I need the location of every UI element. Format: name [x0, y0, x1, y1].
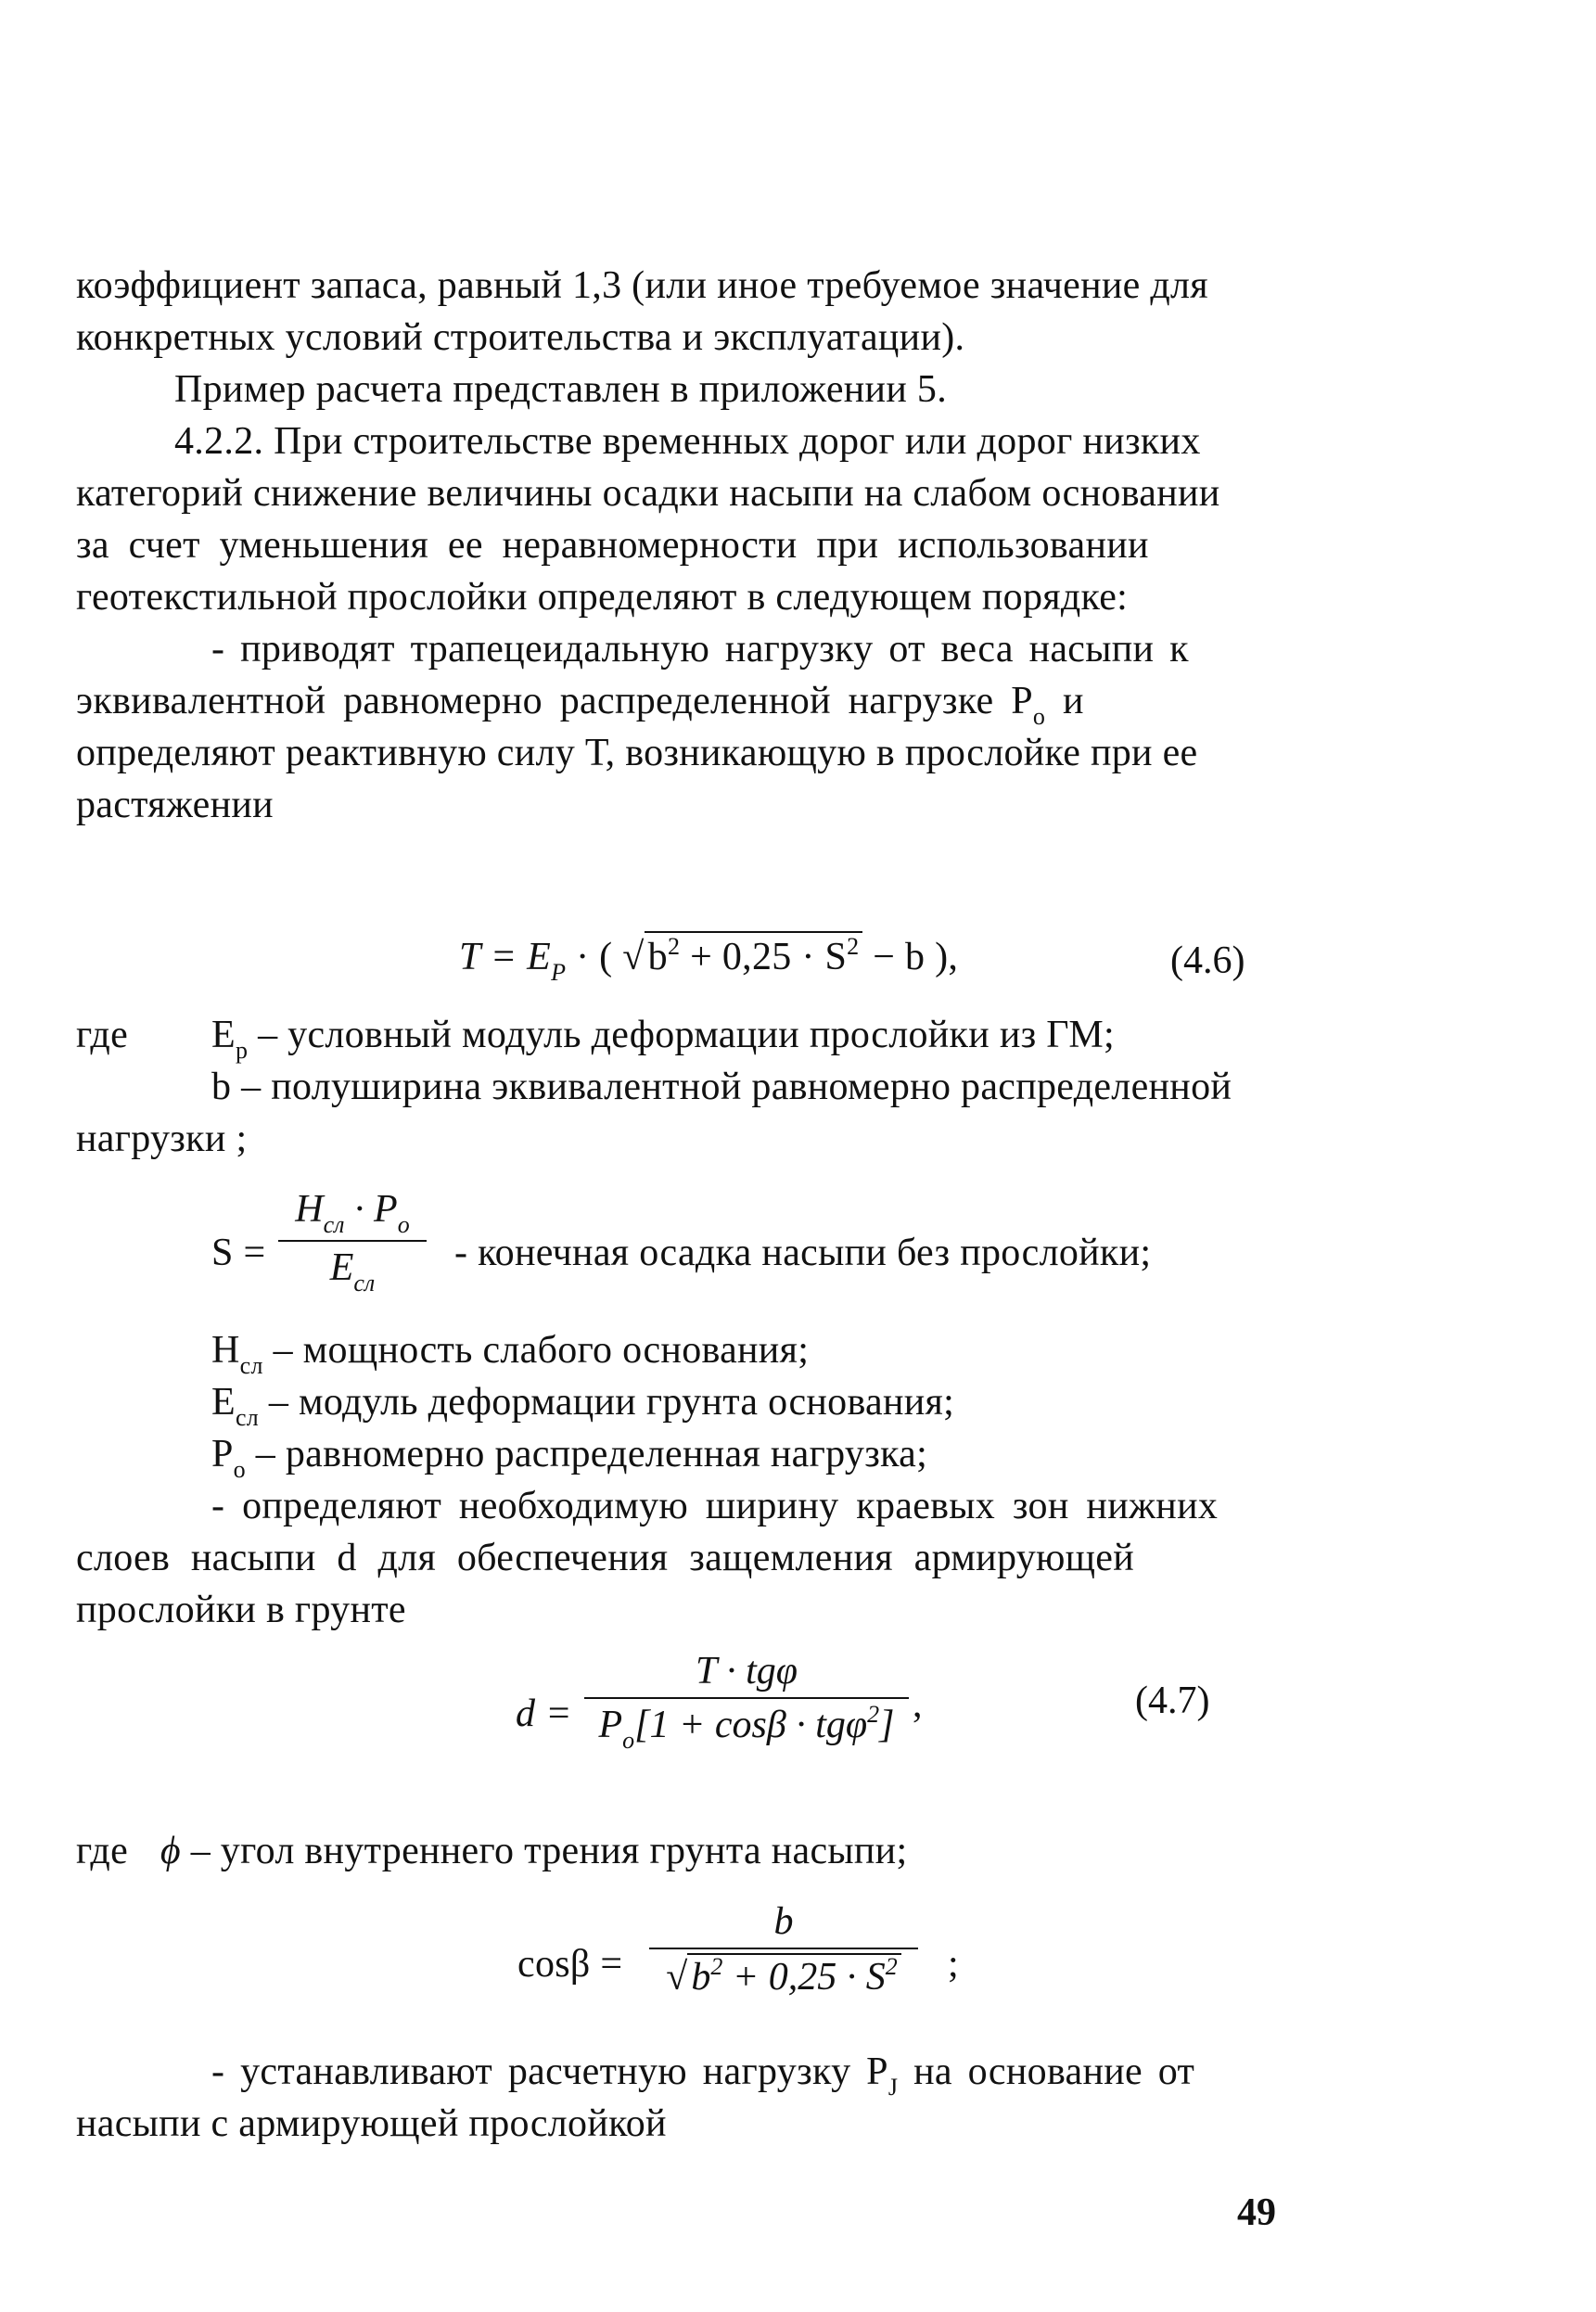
- symbol: P: [598, 1704, 623, 1746]
- eq-text: d =: [516, 1692, 572, 1735]
- cos-fraction: [649, 1899, 918, 2004]
- text-content: за счет уменьшения ее неравномерности при использовании: [76, 524, 1149, 567]
- text-line: [76, 1115, 247, 1163]
- eq-text: − b ),: [862, 936, 959, 978]
- superscript: 2: [667, 933, 681, 960]
- text-line: [76, 1534, 1134, 1582]
- text-content: конкретных условий строительства и эксплуатации).: [76, 316, 965, 359]
- symbol: H: [295, 1188, 324, 1231]
- fraction-denominator: [649, 1953, 918, 2004]
- text-line: [76, 2100, 667, 2148]
- sqrt-symbol: √: [622, 936, 645, 978]
- text-content: – условный модуль деформации прослойки из ГМ;: [248, 1014, 1115, 1056]
- text-line: [76, 729, 1197, 777]
- text-content: – угол внутреннего трения грунта насыпи;: [180, 1830, 908, 1872]
- eq-text: ;: [948, 1943, 959, 1986]
- definition-line: [211, 1326, 809, 1379]
- subscript: сл: [239, 1352, 263, 1379]
- fraction-bar: [584, 1697, 909, 1699]
- superscript: 2: [867, 1701, 880, 1728]
- s-description: [454, 1229, 1151, 1277]
- text-line: [76, 1586, 406, 1634]
- s-fraction: [278, 1187, 427, 1295]
- equation-4-6: [459, 931, 958, 986]
- cos-lhs: [517, 1940, 622, 1988]
- text-line: [76, 469, 1220, 517]
- superscript: 2: [847, 933, 860, 960]
- symbol: [1 + cosβ · tgφ: [634, 1704, 868, 1746]
- radicand: [645, 931, 863, 986]
- subscript: o: [397, 1211, 410, 1238]
- superscript: 2: [885, 1953, 898, 1980]
- text-content: определяют реактивную силу Т, возникающую в прослойке при ее: [76, 732, 1198, 774]
- symbol: b: [691, 1956, 711, 1999]
- text-content: эквивалентной равномерно распределенной нагрузке P: [76, 680, 1033, 722]
- text-content: и: [1045, 680, 1084, 722]
- text-content: коэффициент запаса, равный 1,3 (или иное требуемое значение для: [76, 264, 1208, 307]
- definition-line: [211, 1430, 927, 1483]
- eq-text: S =: [211, 1232, 266, 1274]
- text-content: где: [76, 1830, 129, 1872]
- fraction-denominator: [584, 1703, 909, 1752]
- radicand: [687, 1953, 900, 2004]
- text-content: на основание от: [898, 2050, 1195, 2093]
- subscript: p: [235, 1037, 249, 1064]
- symbol: E: [329, 1246, 354, 1289]
- symbol: P: [211, 1433, 234, 1475]
- symbol: ϕ: [160, 1830, 181, 1872]
- text-content: b – полуширина эквивалентной равномерно распределенной: [211, 1066, 1232, 1108]
- step-line: [211, 1482, 1218, 1530]
- text-line: [76, 313, 964, 362]
- text-line: [76, 781, 274, 829]
- eq-text: b: [647, 936, 668, 978]
- fraction-numerator: T · tgφ: [695, 1650, 798, 1692]
- text-content: геотекстильной прослойки определяют в следующем порядке:: [76, 576, 1129, 619]
- section-heading-line: [174, 417, 1280, 466]
- text-content: насыпи с армирующей прослойкой: [76, 2102, 667, 2145]
- definition-line: [211, 1011, 1115, 1064]
- text-content: слоев насыпи d для обеспечения защемления армирующей: [76, 1537, 1135, 1579]
- subscript: сл: [323, 1211, 345, 1238]
- fraction-numerator: [278, 1187, 427, 1236]
- subscript: о: [233, 1456, 246, 1483]
- text-content: прослойки в грунте: [76, 1589, 406, 1631]
- subscript: o: [622, 1727, 635, 1754]
- definition-line: [211, 1063, 1232, 1111]
- text-content: – модуль деформации грунта основания;: [259, 1381, 955, 1424]
- page-number: 49: [1237, 2191, 1276, 2234]
- text-line: [76, 677, 1084, 730]
- definition-line: [211, 1378, 954, 1431]
- superscript: 2: [710, 1953, 723, 1980]
- eq-text: + 0,25 · S: [680, 936, 848, 978]
- text-content: – равномерно распределенная нагрузка;: [245, 1433, 928, 1475]
- fraction-bar: [278, 1240, 427, 1242]
- symbol: ]: [879, 1704, 895, 1746]
- eq-text: cosβ =: [517, 1943, 623, 1986]
- example-reference: [174, 365, 947, 414]
- eq-text: T = E: [459, 936, 552, 978]
- equation-number: (4.6): [1170, 939, 1245, 982]
- text-content: Пример расчета представлен в приложении 5.: [174, 368, 948, 411]
- fraction-numerator: b: [773, 1900, 794, 1943]
- symbol: E: [211, 1014, 236, 1056]
- text-content: 4.2.2. При строительстве временных дорог или дорог низких: [174, 420, 1201, 463]
- fraction-bar: [649, 1948, 918, 1949]
- text-line: [76, 521, 1149, 569]
- where-label: [76, 1011, 128, 1059]
- text-content: растяжении: [76, 784, 274, 826]
- text-content: - конечная осадка насыпи без прослойки;: [454, 1232, 1152, 1274]
- text-line: [76, 262, 1280, 310]
- definition-line: [76, 1827, 907, 1875]
- cos-tail: [948, 1940, 959, 1988]
- symbol: · P: [344, 1188, 398, 1231]
- eq47-tail: [913, 1680, 923, 1729]
- text-content: нагрузки ;: [76, 1118, 248, 1160]
- text-content: категорий снижение величины осадки насыпи на слабом основании: [76, 472, 1220, 515]
- step-line: [211, 625, 1189, 673]
- symbol: E: [211, 1381, 236, 1424]
- eq-text: ,: [913, 1683, 923, 1726]
- text-content: где: [76, 1014, 129, 1056]
- subscript: о: [1032, 703, 1046, 730]
- eq-text: · (: [566, 936, 623, 978]
- text-content: – мощность слабого основания;: [262, 1329, 810, 1372]
- text-content: - приводят трапецеидальную нагрузку от веса насыпи к: [211, 628, 1189, 671]
- symbol: H: [211, 1329, 240, 1372]
- symbol: + 0,25 · S: [722, 1956, 886, 1999]
- text-content: - устанавливают расчетную нагрузку P: [211, 2050, 888, 2093]
- sqrt-symbol: √: [666, 1956, 688, 1999]
- fraction-denominator: [278, 1245, 427, 1295]
- step-line: [211, 2048, 1194, 2101]
- eq47-lhs: [516, 1690, 572, 1738]
- subscript: сл: [353, 1270, 376, 1297]
- text-line: [76, 573, 1128, 621]
- subscript: сл: [235, 1404, 260, 1431]
- s-lhs: [211, 1229, 265, 1277]
- equation-number: (4.7): [1135, 1680, 1210, 1722]
- eq47-fraction: [584, 1649, 909, 1752]
- subscript: J: [887, 2074, 899, 2101]
- text-content: - определяют необходимую ширину краевых зон нижних: [211, 1485, 1219, 1527]
- subscript: P: [551, 959, 567, 986]
